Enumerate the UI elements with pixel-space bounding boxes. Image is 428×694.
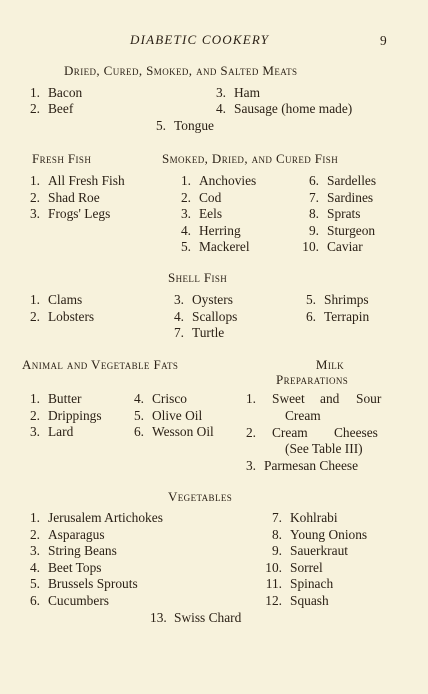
list-item: 4. Beet Tops [29, 559, 102, 575]
list-item: 7. Sardines [308, 189, 374, 205]
list-item: 6. Cucumbers [29, 592, 109, 608]
list-item: 3. Lard [29, 424, 74, 440]
shell-fish-col1 [24, 292, 94, 325]
list-item: 9. Sauerkraut [271, 543, 349, 559]
milk-item2-line2: (See Table III) [285, 441, 363, 456]
list-item: 3. Frogs' Legs [29, 206, 111, 222]
smoked-fish-col1 [175, 173, 256, 256]
list-item: 4. Sausage (home made) [215, 101, 353, 116]
list-item: 2. [245, 425, 256, 440]
page-number: 9 [380, 33, 387, 48]
list-item: 2. Lobsters [29, 308, 95, 324]
list-item: 5. Shrimps [305, 292, 369, 307]
list-item: 2. Asparagus [29, 526, 105, 542]
smoked-fish-heading: Smoked, Dried, and Cured Fish [162, 151, 339, 166]
list-item: 2. Drippings [29, 407, 102, 423]
list-item: 4. Herring [180, 222, 241, 238]
vegetables-col1 [24, 510, 163, 610]
running-head-title: DIABETIC COOKERY [130, 32, 270, 47]
milk-item1-word2: and [320, 391, 340, 406]
milk-item2-word1: Cream [272, 425, 308, 440]
shell-fish-heading: Shell Fish [168, 270, 228, 285]
list-item: 8. Sprats [308, 206, 361, 222]
vegetables-heading: Vegetables [168, 489, 233, 504]
list-item: 3. Ham [215, 85, 261, 100]
dried-meats-heading: Dried, Cured, Smoked, and Salted Meats [64, 63, 298, 78]
list-item: 1. Jerusalem Artichokes [29, 510, 163, 525]
list-item: 1. Butter [29, 391, 82, 406]
list-item: 7. Turtle [173, 325, 225, 341]
fresh-fish-list [24, 173, 125, 223]
list-item: 5. Mackerel [180, 239, 250, 255]
milk-heading-line1: Milk [315, 357, 345, 372]
fats-col1 [24, 391, 102, 441]
milk-item1-line2: Cream [285, 408, 321, 423]
list-item: 4. Scallops [173, 308, 238, 324]
list-item: 1. All Fresh Fish [29, 173, 125, 188]
list-item: 5. Olive Oil [133, 407, 203, 423]
list-item: 2. Beef [29, 101, 74, 116]
list-item: 10. Sorrel [265, 559, 323, 575]
list-item: 9. Sturgeon [308, 222, 376, 238]
milk-item1-word3: Sour [356, 391, 382, 406]
list-item: 8. Young Onions [271, 526, 368, 542]
list-item: 6. Terrapin [305, 308, 370, 324]
milk-item1-word1: Sweet [272, 391, 305, 406]
list-item: 4. Crisco [133, 391, 187, 406]
fresh-fish-heading: Fresh Fish [32, 151, 92, 166]
list-item: 3. Eels [180, 206, 223, 222]
smoked-fish-col2 [299, 173, 376, 256]
list-item: 1. [245, 391, 256, 406]
shell-fish-col2 [168, 292, 237, 342]
fats-col2 [128, 391, 214, 441]
list-item: 3. Oysters [173, 292, 233, 307]
list-item: 5. Brussels Sprouts [29, 576, 138, 592]
milk-item2-word2: Cheeses [334, 425, 378, 440]
list-item: 6. Wesson Oil [133, 424, 214, 440]
shell-fish-col3 [300, 292, 369, 325]
list-item: 3. String Beans [29, 543, 117, 559]
list-item: 12. Squash [265, 592, 329, 608]
list-item: 1. Clams [29, 292, 83, 307]
list-item: 6. Sardelles [308, 173, 377, 188]
list-item: 2. Shad Roe [29, 189, 100, 205]
milk-heading-line2: Preparations [276, 372, 349, 387]
list-item: 13. Swiss Chard [150, 610, 242, 625]
list-item: 1. Anchovies [180, 173, 257, 188]
list-item: 5. Tongue [155, 118, 214, 133]
list-item: 1. Bacon [29, 85, 83, 100]
fats-heading: Animal and Vegetable Fats [22, 357, 179, 372]
list-item: 3. Parmesan Cheese [245, 458, 359, 473]
list-item: 10. Caviar [302, 239, 363, 255]
vegetables-col2 [262, 510, 367, 610]
list-item: 7. Kohlrabi [271, 510, 338, 525]
list-item: 2. Cod [180, 189, 222, 205]
list-item: 11. Spinach [265, 576, 334, 592]
